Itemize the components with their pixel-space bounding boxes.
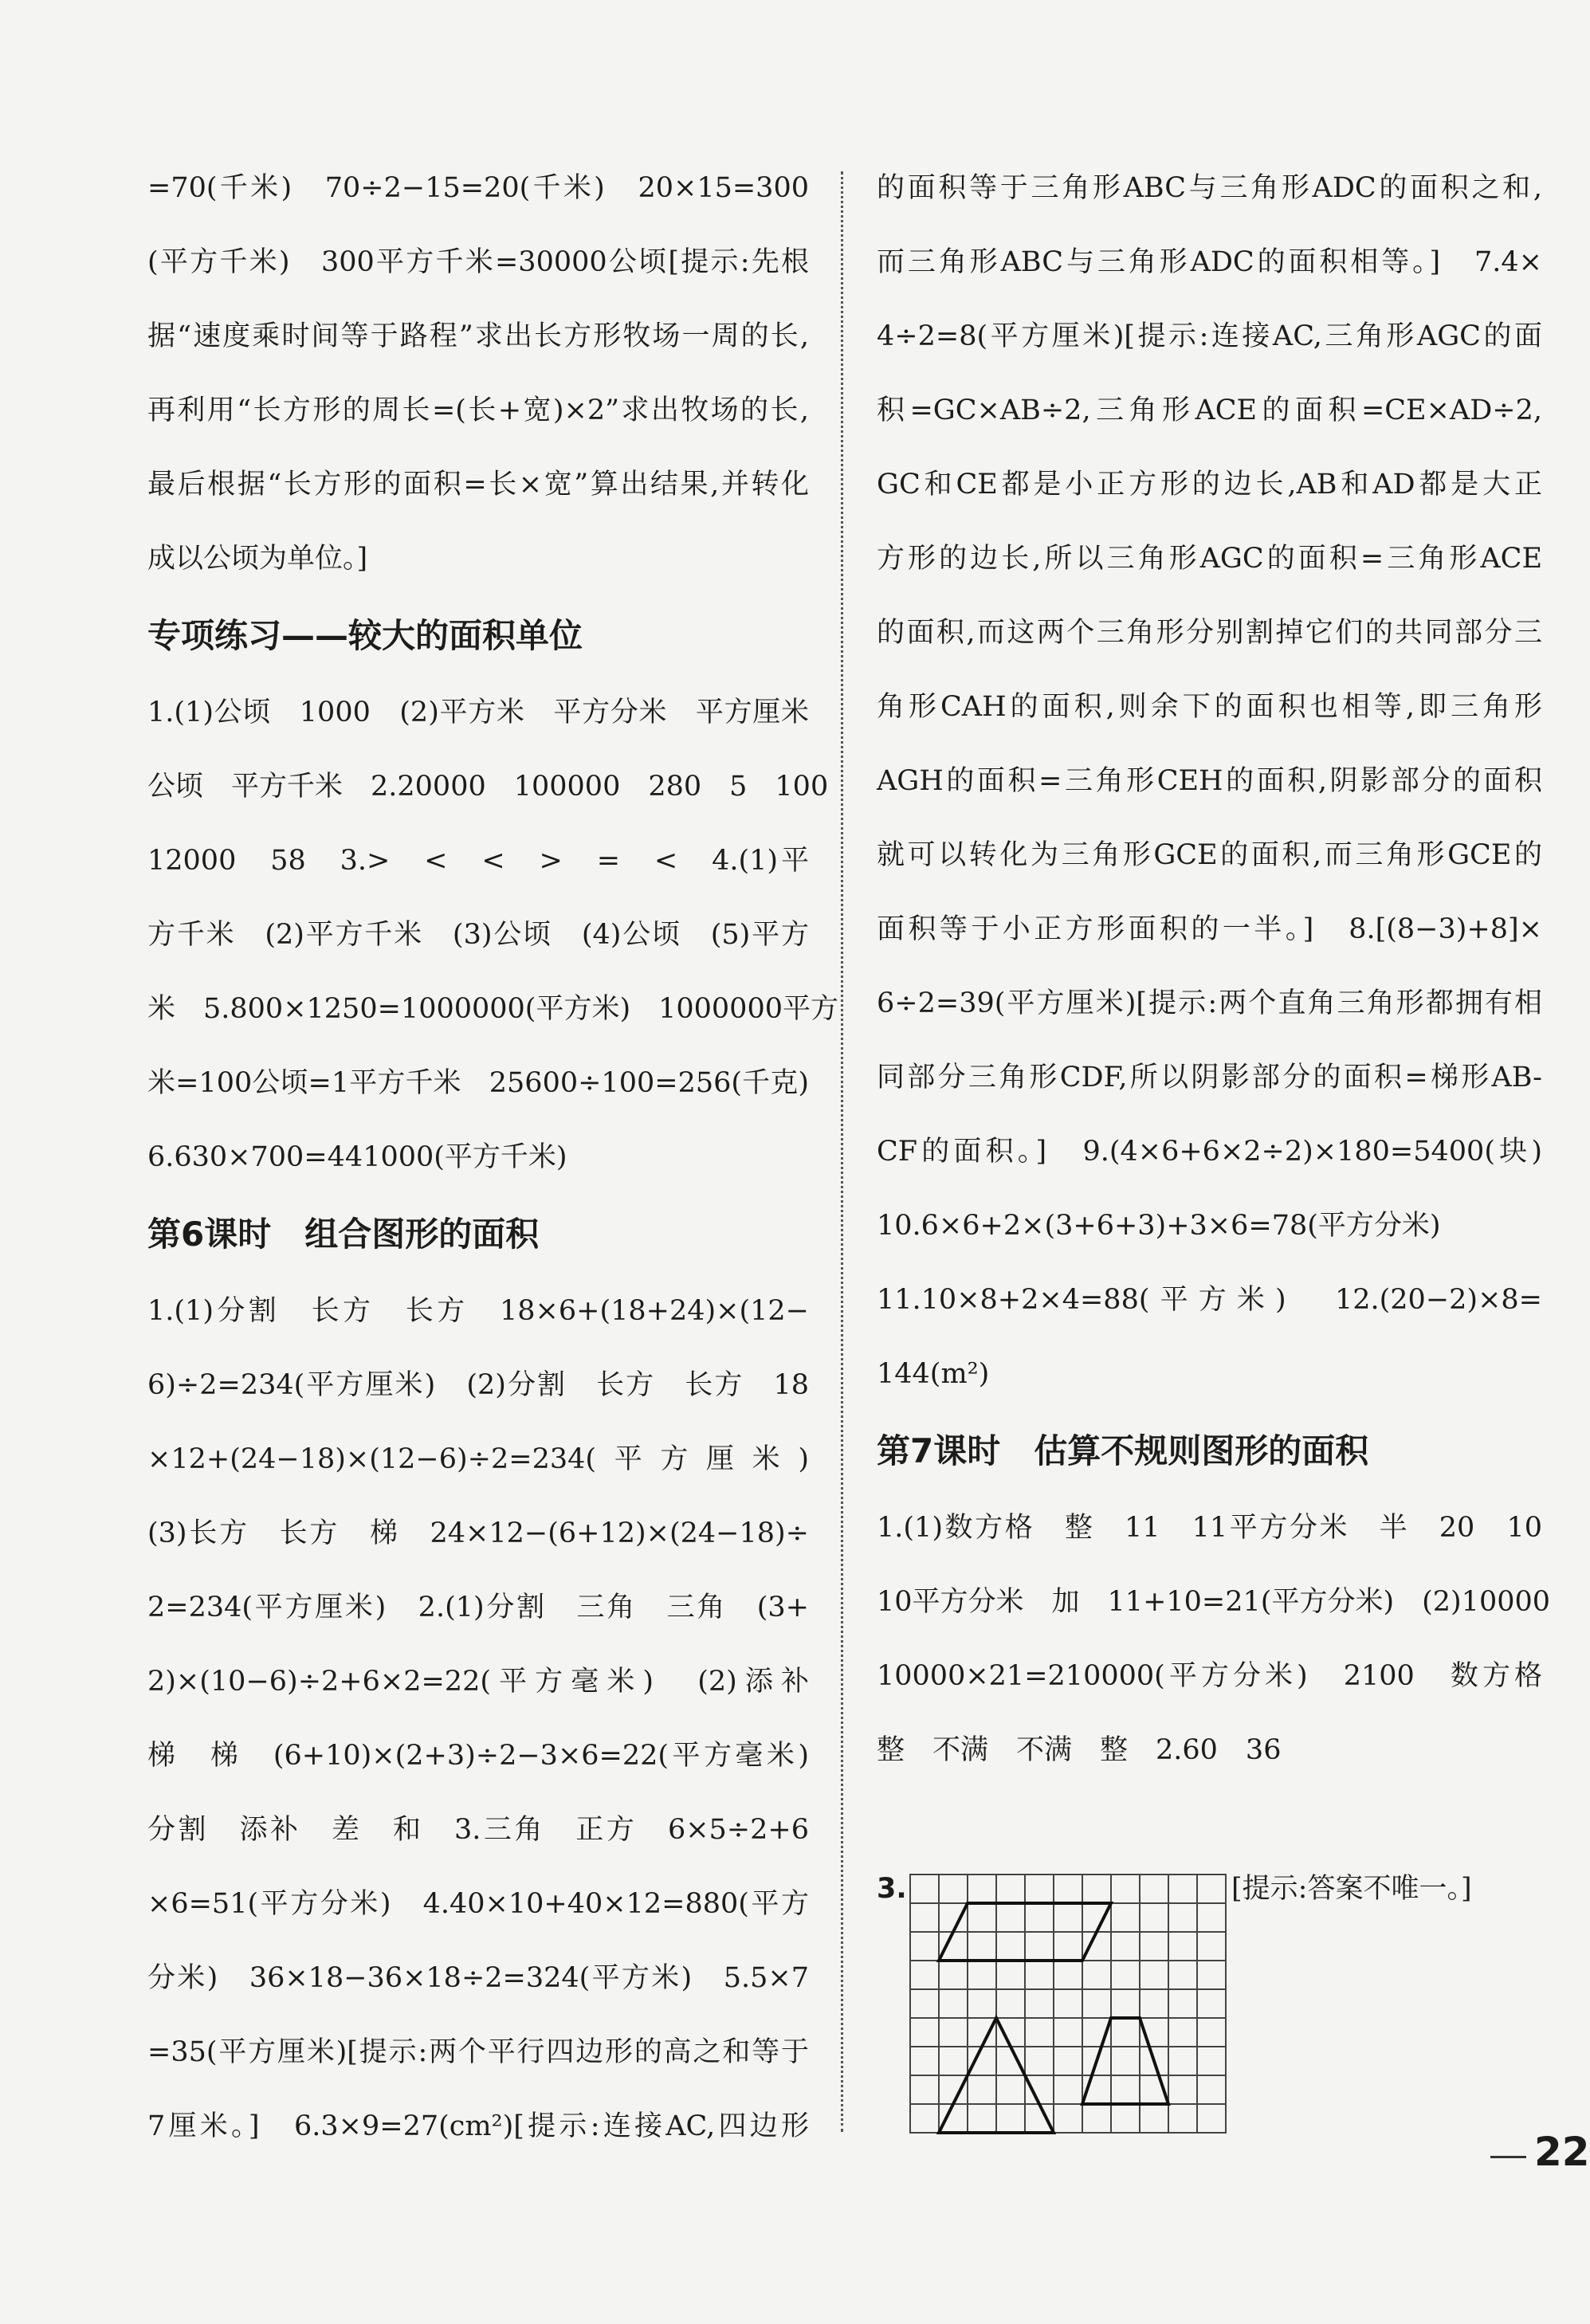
text-line: 分米) 36×18−36×18÷2=324(平方米) 5.5×7 bbox=[147, 1962, 809, 1994]
text-line: 整 不满 不满 整 2.60 36 bbox=[877, 1734, 1282, 1766]
text-line: 的面积等于三角形ABC与三角形ADC的面积之和, bbox=[877, 172, 1542, 204]
text-line: 6)÷2=234(平方厘米) (2)分割 长方 长方 18 bbox=[147, 1369, 809, 1401]
text-line: 10000×21=210000(平方分米) 2100 数方格 bbox=[877, 1660, 1542, 1692]
footer-dash bbox=[1490, 2156, 1526, 2158]
text-line: 梯 梯 (6+10)×(2+3)÷2−3×6=22(平方毫米) bbox=[147, 1740, 809, 1772]
text-line: 而三角形ABC与三角形ADC的面积相等。] 7.4× bbox=[877, 246, 1542, 278]
text-line: ×12+(24−18)×(12−6)÷2=234(平方厘米) bbox=[147, 1443, 809, 1475]
text-line: CF的面积。] 9.(4×6+6×2÷2)×180=5400(块) bbox=[877, 1136, 1542, 1168]
text-line: 1.(1)公顷 1000 (2)平方米 平方分米 平方厘米 bbox=[147, 697, 809, 728]
text-line: 12000 58 3.> < < > = < 4.(1)平 bbox=[147, 845, 809, 877]
text-line: 6.630×700=441000(平方千米) bbox=[147, 1141, 567, 1173]
text-line: ×6=51(平方分米) 4.40×10+40×12=880(平方 bbox=[147, 1888, 809, 1920]
question-3-number: 3. bbox=[877, 1873, 907, 1905]
text-line: AGH的面积=三角形CEH的面积,阴影部分的面积 bbox=[877, 765, 1542, 797]
text-line: 就可以转化为三角形GCE的面积,而三角形GCE的 bbox=[877, 839, 1542, 871]
text-line: 最后根据“长方形的面积=长×宽”算出结果,并转化 bbox=[147, 469, 809, 501]
text-line: GC和CE都是小正方形的边长,AB和AD都是大正 bbox=[877, 469, 1542, 501]
page-number: 22 bbox=[1534, 2129, 1590, 2175]
text-line: 11.10×8+2×4=88(平方米) 12.(20−2)×8= bbox=[877, 1284, 1542, 1316]
text-line: 积=GC×AB÷2,三角形ACE的面积=CE×AD÷2, bbox=[877, 395, 1542, 426]
grid-diagram bbox=[909, 1873, 1227, 2136]
text-line: 2=234(平方厘米) 2.(1)分割 三角 三角 (3+ bbox=[147, 1592, 809, 1623]
text-line: 公顷 平方千米 2.20000 100000 280 5 100 bbox=[147, 771, 829, 803]
text-line: 的面积,而这两个三角形分别割掉它们的共同部分三 bbox=[877, 617, 1542, 649]
text-line: 方千米 (2)平方千米 (3)公顷 (4)公顷 (5)平方 bbox=[147, 919, 809, 951]
text-line: 6÷2=39(平方厘米)[提示:两个直角三角形都拥有相 bbox=[877, 987, 1542, 1019]
text-line: 144(m²) bbox=[877, 1358, 990, 1390]
question-3-hint: [提示:答案不唯一。] bbox=[1231, 1873, 1472, 1905]
text-line: 成以公顷为单位。] bbox=[147, 543, 368, 575]
trapezoid-shape bbox=[1082, 2018, 1168, 2104]
text-line: 10平方分米 加 11+10=21(平方分米) (2)10000 bbox=[877, 1586, 1551, 1618]
section-heading-lesson7: 第7课时 估算不规则图形的面积 bbox=[877, 1431, 1369, 1470]
text-line: 4÷2=8(平方厘米)[提示:连接AC,三角形AGC的面 bbox=[877, 320, 1542, 352]
text-line: 2)×(10−6)÷2+6×2=22(平方毫米) (2)添补 bbox=[147, 1666, 809, 1698]
text-line: 10.6×6+2×(3+6+3)+3×6=78(平方分米) bbox=[877, 1210, 1441, 1242]
text-line: 分割 添补 差 和 3.三角 正方 6×5÷2+6 bbox=[147, 1814, 809, 1846]
section-heading-special: 专项练习——较大的面积单位 bbox=[147, 616, 583, 655]
left-column bbox=[147, 151, 838, 2164]
text-line: 1.(1)分割 长方 长方 18×6+(18+24)×(12− bbox=[147, 1295, 809, 1327]
text-line: =35(平方厘米)[提示:两个平行四边形的高之和等于 bbox=[147, 2036, 809, 2068]
text-line: =70(千米) 70÷2−15=20(千米) 20×15=300 bbox=[147, 172, 809, 204]
text-line: 方形的边长,所以三角形AGC的面积=三角形ACE bbox=[877, 543, 1542, 575]
text-line: 同部分三角形CDF,所以阴影部分的面积=梯形AB- bbox=[877, 1062, 1542, 1093]
text-line: 面积等于小正方形面积的一半。] 8.[(8−3)+8]× bbox=[877, 913, 1542, 945]
text-line: 再利用“长方形的周长=(长+宽)×2”求出牧场的长, bbox=[147, 395, 809, 426]
text-line: 米 5.800×1250=1000000(平方米) 1000000平方 bbox=[147, 993, 838, 1025]
text-line: 据“速度乘时间等于路程”求出长方形牧场一周的长, bbox=[147, 320, 809, 352]
text-line: (平方千米) 300平方千米=30000公顷[提示:先根 bbox=[147, 246, 809, 278]
column-divider bbox=[841, 171, 843, 2132]
question-3-figure bbox=[877, 1865, 1542, 2144]
text-line: 1.(1)数方格 整 11 11平方分米 半 20 10 bbox=[877, 1512, 1542, 1544]
text-line: 米=100公顷=1平方千米 25600÷100=256(千克) bbox=[147, 1067, 809, 1099]
text-line: 角形CAH的面积,则余下的面积也相等,即三角形 bbox=[877, 691, 1542, 723]
right-column bbox=[877, 151, 1551, 1788]
section-heading-lesson6: 第6课时 组合图形的面积 bbox=[147, 1215, 540, 1254]
text-line: 7厘米。] 6.3×9=27(cm²)[提示:连接AC,四边形 bbox=[147, 2110, 809, 2142]
text-line: (3)长方 长方 梯 24×12−(6+12)×(24−18)÷ bbox=[147, 1517, 809, 1549]
